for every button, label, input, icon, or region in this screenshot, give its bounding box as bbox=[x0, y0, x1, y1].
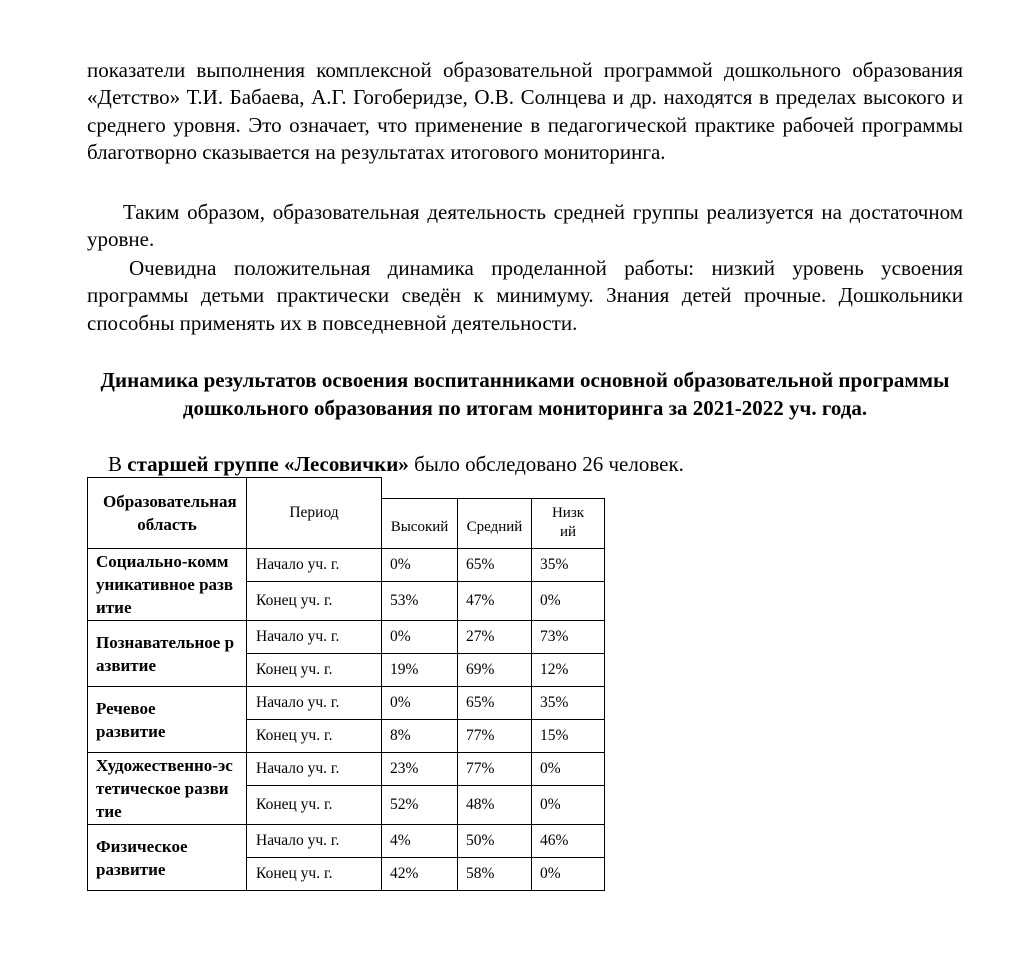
area-label: Физическое развитие bbox=[88, 825, 247, 891]
section-heading: Динамика результатов освоения воспитанниками основной образовательной программы дошкольного образования по итогам мониторинга за 2021-2022 уч. года. bbox=[100, 368, 950, 420]
intro-line bbox=[108, 450, 684, 478]
paragraph-2: Таким образом, образовательная деятельность средней группы реализуется на достаточном уровне. bbox=[87, 200, 963, 252]
area-label: Познавательное развитие bbox=[88, 621, 247, 687]
period-cell: Конец уч. г. bbox=[247, 654, 382, 687]
area-label: Художественно-эстетическое развитие bbox=[88, 753, 247, 825]
value-high: 0% bbox=[382, 621, 458, 654]
value-high: 19% bbox=[382, 654, 458, 687]
table-row bbox=[88, 825, 605, 858]
period-cell: Начало уч. г. bbox=[247, 687, 382, 720]
value-high: 53% bbox=[382, 582, 458, 621]
period-cell: Конец уч. г. bbox=[247, 582, 382, 621]
value-high: 52% bbox=[382, 786, 458, 825]
value-high: 8% bbox=[382, 720, 458, 753]
value-medium: 77% bbox=[458, 720, 532, 753]
value-low: 0% bbox=[532, 858, 605, 891]
value-low: 0% bbox=[532, 582, 605, 621]
header-period: Период bbox=[247, 478, 382, 549]
value-medium: 50% bbox=[458, 825, 532, 858]
value-medium: 69% bbox=[458, 654, 532, 687]
period-cell: Конец уч. г. bbox=[247, 858, 382, 891]
period-cell: Начало уч. г. bbox=[247, 825, 382, 858]
value-high: 42% bbox=[382, 858, 458, 891]
header-low: Низкий bbox=[532, 498, 605, 549]
area-label: Социально-коммуникативное развитие bbox=[88, 549, 247, 621]
value-medium: 65% bbox=[458, 687, 532, 720]
table-row bbox=[88, 753, 605, 786]
value-low: 73% bbox=[532, 621, 605, 654]
value-high: 23% bbox=[382, 753, 458, 786]
table-row bbox=[88, 549, 605, 582]
value-medium: 27% bbox=[458, 621, 532, 654]
value-high: 0% bbox=[382, 549, 458, 582]
value-medium: 77% bbox=[458, 753, 532, 786]
value-low: 15% bbox=[532, 720, 605, 753]
value-low: 35% bbox=[532, 549, 605, 582]
table-row bbox=[88, 687, 605, 720]
intro-group-name: старшей группе «Лесовички» bbox=[127, 452, 409, 476]
period-cell: Начало уч. г. bbox=[247, 621, 382, 654]
value-low: 0% bbox=[532, 786, 605, 825]
value-medium: 65% bbox=[458, 549, 532, 582]
period-cell: Конец уч. г. bbox=[247, 786, 382, 825]
value-low: 0% bbox=[532, 753, 605, 786]
value-high: 0% bbox=[382, 687, 458, 720]
value-low: 35% bbox=[532, 687, 605, 720]
results-table bbox=[87, 477, 605, 891]
area-label: Речевое развитие bbox=[88, 687, 247, 753]
value-low: 46% bbox=[532, 825, 605, 858]
paragraph-3: Очевидна положительная динамика проделанной работы: низкий уровень усвоения программы детьми практически сведён к минимуму. Знания детей прочные. Дошкольники способны применять их в повседневной деятельности. bbox=[87, 256, 963, 335]
value-high: 4% bbox=[382, 825, 458, 858]
header-high: Высокий bbox=[382, 498, 458, 549]
intro-prefix: В bbox=[108, 452, 128, 476]
header-medium: Средний bbox=[458, 498, 532, 549]
period-cell: Конец уч. г. bbox=[247, 720, 382, 753]
value-medium: 47% bbox=[458, 582, 532, 621]
paragraph-1: показатели выполнения комплексной образовательной программой дошкольного образования «Детство» Т.И. Бабаева, А.Г. Гогоберидзе, О.В. Солнцева и др. находятся в пределах высокого и среднего уровня. Это означает, что применение в педагогической практике рабочей программы благотворно сказывается на результатах итогового мониторинга. bbox=[87, 58, 963, 164]
header-blank-strip bbox=[382, 478, 605, 499]
header-area: Образовательная область bbox=[88, 478, 247, 549]
value-medium: 48% bbox=[458, 786, 532, 825]
period-cell: Начало уч. г. bbox=[247, 549, 382, 582]
intro-suffix: было обследовано 26 человек. bbox=[408, 452, 684, 476]
period-cell: Начало уч. г. bbox=[247, 753, 382, 786]
value-medium: 58% bbox=[458, 858, 532, 891]
table-row bbox=[88, 621, 605, 654]
value-low: 12% bbox=[532, 654, 605, 687]
table-header-row bbox=[88, 478, 605, 499]
